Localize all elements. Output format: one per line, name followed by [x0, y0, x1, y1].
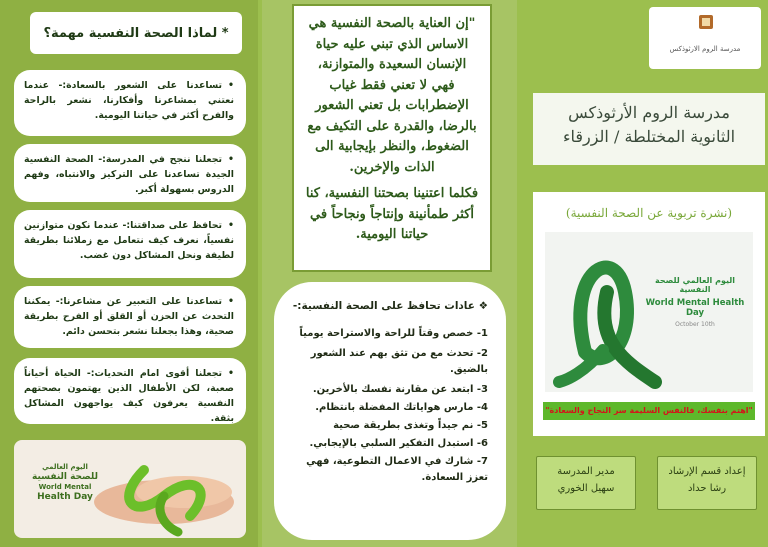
habit-item: 4- مارس هواياتك المفضلة بانتظام.	[315, 402, 488, 413]
credit-principal: مدير المدرسة سهيل الخوري	[536, 456, 636, 510]
cover-poster-frame	[533, 192, 765, 436]
poster-english-title: World Mental Health Day	[645, 298, 745, 318]
quote-box	[292, 4, 492, 272]
point-text: تحافظ على صداقتنا:- عندما نكون متوازنين نفسياً، نعرف كيف نتعامل مع زملائنا بطريقة لطيفة ونحل المشاكل دون غضب.	[24, 220, 234, 261]
point-text: تساعدنا على التعبير عن مشاعرنا:- يمكننا التحدث عن الحزن أو القلق أو الفرح بطريقة صحية، وهذا يجعلنا نشعر بتحسن دائم.	[24, 296, 234, 337]
importance-point: •تساعدنا على الشعور بالسعادة:- عندما نعتني بمشاعرنا وأفكارنا، نشعر بالراحة والفرح أكثر في حياتنا اليومية.	[14, 70, 246, 136]
world-mental-health-poster	[545, 232, 753, 392]
panel-quote-habits	[262, 0, 517, 547]
habits-box	[274, 282, 506, 540]
hands-ribbon-image: اليوم العالمي للصحة النفسية World Mental Health Day	[14, 440, 246, 538]
logo-text: مدرسة الروم الارثوذكس	[669, 45, 741, 53]
habit-item: 6- استبدل التفكير السلبي بالإيجابي.	[309, 438, 488, 449]
importance-point: •تجعلنا ننجح في المدرسة:- الصحة النفسية الجيدة تساعدنا على التركيز والانتباه، وفهم الدروس بسهولة أكبر.	[14, 144, 246, 202]
credit-counseling: إعداد قسم الإرشاد رشا حداد	[657, 456, 757, 510]
quote-tail: فكلما اعتنينا بصحتنا النفسية، كنا أكثر طمأنينة وإنتاجاً ونجاحاً في حياتنا اليومية.	[305, 186, 479, 242]
point-text: تجعلنا ننجح في المدرسة:- الصحة النفسية الجيدة تساعدنا على التركيز والانتباه، وفهم الدروس بسهولة أكبر.	[24, 154, 234, 195]
panel-importance	[0, 0, 258, 547]
importance-point: •تساعدنا على التعبير عن مشاعرنا:- يمكننا التحدث عن الحزن أو القلق أو الفرح بطريقة صحية، وهذا يجعلنا نشعر بتحسن دائم.	[14, 286, 246, 348]
habit-item: 7- شارك في الاعمال التطوعية، فهي تعزز السعادة.	[306, 456, 488, 483]
school-logo	[649, 7, 761, 69]
point-text: تجعلنا أقوى امام التحديات:- الحياة أحياناً صعبة، لكن الأطفال الذين يهتمون بصحتهم النفسية يعرفون كيف يواجهون المشاكل بثقة.	[24, 368, 234, 424]
poster-arabic-title: اليوم العالمي للصحة النفسية	[655, 276, 735, 294]
quote-text: "إن العناية بالصحة النفسية هي الاساس الذي تبني عليه حياة الإنسان السعيدة والمتوازنة، فهي لا تعني فقط غياب الإضطرابات بل تعني الشعور بالرضا، والقدرة على التكيف مع الضغوط، والنظر بإيجابية الى الذات والإخرين.	[307, 16, 477, 175]
school-name-line2: الثانوية المختلطة / الزرقاء	[562, 127, 736, 146]
habits-title: ❖ عادات تحافظ على الصحة النفسية:-	[292, 300, 488, 312]
section-title: * لماذا الصحة النفسية مهمة؟	[30, 12, 242, 54]
importance-point: •تحافظ على صداقتنا:- عندما نكون متوازنين نفسياً، نعرف كيف نتعامل مع زملائنا بطريقة لطيفة ونحل المشاكل دون غضب.	[14, 210, 246, 278]
school-crest-icon	[655, 13, 755, 41]
habit-item: 5- نم جيداً وتغذى بطريقة صحية	[333, 420, 488, 431]
habit-item: 2- تحدث مع من تثق بهم عند الشعور بالضيق.	[310, 348, 488, 375]
slogan-banner: "اهتم بنفسك، فالنفس السليمة سر النجاح والسعادة"	[543, 402, 755, 420]
point-text: تساعدنا على الشعور بالسعادة:- عندما نعتني بمشاعرنا وأفكارنا، نشعر بالراحة والفرح أكثر في حياتنا اليومية.	[24, 80, 234, 121]
habit-item: 3- ابتعد عن مقارنة نفسك بالأخرين.	[312, 384, 488, 395]
importance-point: •تجعلنا أقوى امام التحديات:- الحياة أحياناً صعبة، لكن الأطفال الذين يهتمون بصحتهم النفسية يعرفون كيف يواجهون المشاكل بثقة.	[14, 358, 246, 424]
bulletin-title: (نشرة تربوية عن الصحة النفسية)	[565, 206, 733, 220]
school-name-line1: مدرسة الروم الأرثوذكس	[568, 103, 730, 122]
panel-cover	[521, 0, 768, 547]
school-name	[533, 93, 765, 165]
poster-date: October 10th	[675, 321, 715, 328]
habit-item: 1- خصص وقتاً للراحة والاستراحة يومياً	[299, 328, 488, 339]
